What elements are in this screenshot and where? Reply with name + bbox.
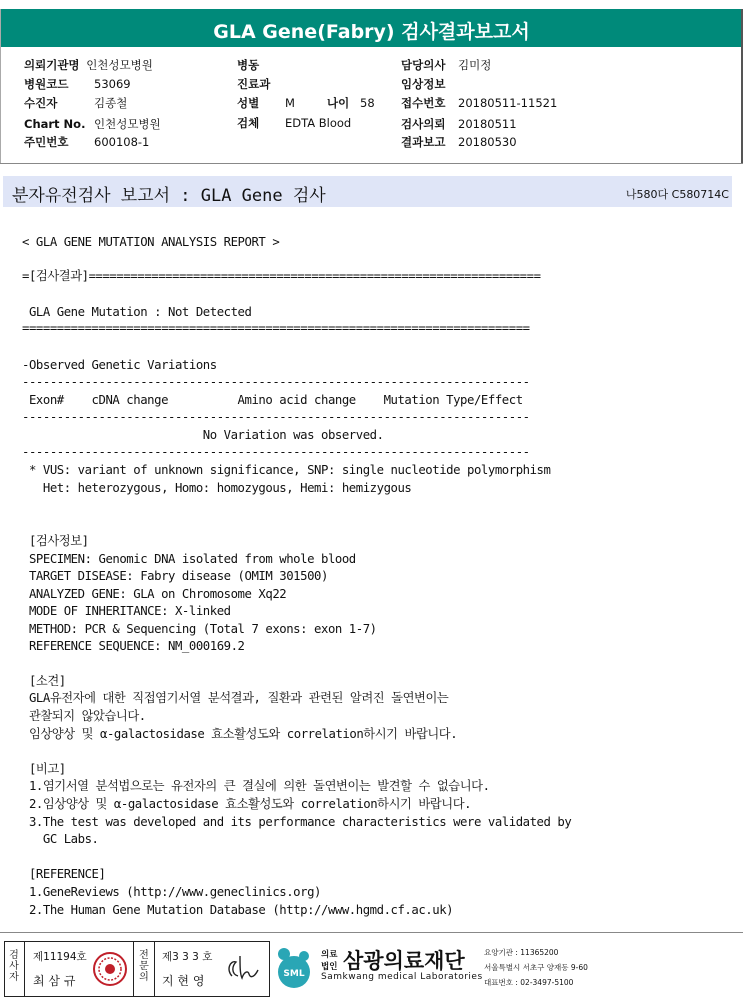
info-ward: 병동 [237, 58, 260, 72]
test-info-title: [검사정보] [22, 534, 89, 548]
info-department: 진료과 [237, 77, 271, 91]
opinion-line: GLA유전자에 대한 직접염기서열 분석결과, 질환과 관련된 알려진 돌연변이는 [22, 691, 449, 705]
org-prefix-1: 의료 [321, 950, 338, 960]
report-heading: < GLA GENE MUTATION ANALYSIS REPORT > [22, 235, 280, 249]
reviewer-name: 지 현 영 [162, 974, 205, 988]
reviewer-label: 전 문 의 [139, 950, 149, 983]
info-doctor: 담당의사 김미정 [401, 58, 492, 72]
signature-divider [133, 941, 134, 997]
remark-title: [비고] [22, 762, 66, 776]
info-resident-no: 주민번호 600108-1 [24, 135, 150, 149]
note-line-2: Het: heterozygous, Homo: homozygous, Hemi: hemizygous [22, 481, 412, 495]
footer-divider [0, 932, 743, 933]
note-line-1: * VUS: variant of unknown significance, SNP: single nucleotide polymorphism [22, 463, 551, 477]
info-age: 나이 58 [327, 96, 375, 110]
section-code: 나580다 C580714C [625, 188, 729, 201]
header-border-left [0, 9, 1, 164]
tester-label: 검 사 자 [9, 950, 19, 983]
info-hospital: 의뢰기관명 인천성모병원 [24, 58, 153, 72]
org-name: 삼광의료재단 [343, 949, 465, 973]
info-sex: 성별 M [237, 96, 295, 110]
info-clinical: 임상정보 [401, 77, 446, 91]
tester-license: 제11194호 [33, 951, 87, 963]
sml-logo-icon [270, 944, 318, 992]
info-specimen: 검체 EDTA Blood [237, 116, 352, 130]
remark-line: 1.염기서열 분석법으로는 유전자의 큰 결실에 의한 돌연변이는 발견할 수 없습니다. [22, 779, 490, 793]
remark-line: 3.The test was developed and its performance characteristics were validated by [22, 815, 572, 829]
tester-name: 최 삼 규 [33, 974, 76, 988]
test-info-line: SPECIMEN: Genomic DNA isolated from whole blood [22, 552, 356, 566]
tester-seal-icon [92, 951, 128, 987]
reviewer-signature-icon [222, 952, 262, 986]
info-chart-no: Chart No. 인천성모병원 [24, 117, 161, 131]
dash-rule-2: ------------------------------------------------------------------------- [22, 410, 530, 424]
dash-rule-1: ------------------------------------------------------------------------- [22, 375, 530, 389]
test-info-line: ANALYZED GENE: GLA on Chromosome Xq22 [22, 587, 287, 601]
no-variation-text: No Variation was observed. [22, 428, 384, 442]
org-english-name: Samkwang medical Laboratories [321, 972, 483, 982]
eq-rule: ========================================================================= [22, 321, 530, 335]
header-border-bottom [0, 163, 743, 164]
info-patient: 수진자 김종철 [24, 96, 128, 110]
result-rule: =[검사결과]================================================================= [22, 269, 541, 283]
reviewer-license: 제3 3 3 호 [162, 951, 213, 963]
test-info-line: MODE OF INHERITANCE: X-linked [22, 604, 231, 618]
test-info-line: METHOD: PCR & Sequencing (Total 7 exons: exon 1-7) [22, 622, 377, 636]
observed-title: -Observed Genetic Variations [22, 358, 217, 372]
org-prefix-2: 법인 [321, 962, 338, 972]
reference-line: 2.The Human Gene Mutation Database (http://www.hgmd.cf.ac.uk) [22, 903, 454, 917]
remark-line: GC Labs. [22, 832, 99, 846]
signature-divider [154, 941, 155, 997]
contact-line: 대표번호 : 02-3497-5100 [484, 978, 574, 987]
remark-line: 2.임상양상 및 α-galactosidase 효소활성도와 correlation하시기 바랍니다. [22, 797, 472, 811]
result-line: GLA Gene Mutation : Not Detected [22, 305, 252, 319]
variation-table-header: Exon# cDNA change Amino acid change Mutation Type/Effect [22, 393, 523, 407]
opinion-title: [소견] [22, 674, 66, 688]
test-info-line: TARGET DISEASE: Fabry disease (OMIM 301500) [22, 569, 328, 583]
opinion-line: 관찰되지 않았습니다. [22, 709, 146, 723]
contact-line: 서울특별시 서초구 양재동 9-60 [484, 963, 588, 972]
logo-text: SML [283, 969, 305, 979]
dash-rule-3: ------------------------------------------------------------------------- [22, 445, 530, 459]
info-hospital-code: 병원코드 53069 [24, 77, 131, 91]
info-report-date: 결과보고 20180530 [401, 135, 517, 149]
signature-divider [24, 941, 25, 997]
reference-line: 1.GeneReviews (http://www.geneclinics.org) [22, 885, 321, 899]
info-receipt-no: 접수번호 20180511-11521 [401, 96, 558, 110]
opinion-line: 임상양상 및 α-galactosidase 효소활성도와 correlation하시기 바랍니다. [22, 727, 458, 741]
section-title: 분자유전검사 보고서 : GLA Gene 검사 [12, 186, 326, 206]
info-request-date: 검사의뢰 20180511 [401, 117, 517, 131]
reference-title: [REFERENCE] [22, 867, 106, 881]
report-title: GLA Gene(Fabry) 검사결과보고서 [213, 21, 530, 43]
test-info-line: REFERENCE SEQUENCE: NM_000169.2 [22, 639, 245, 653]
contact-line: 요양기관 : 11365200 [484, 948, 559, 957]
